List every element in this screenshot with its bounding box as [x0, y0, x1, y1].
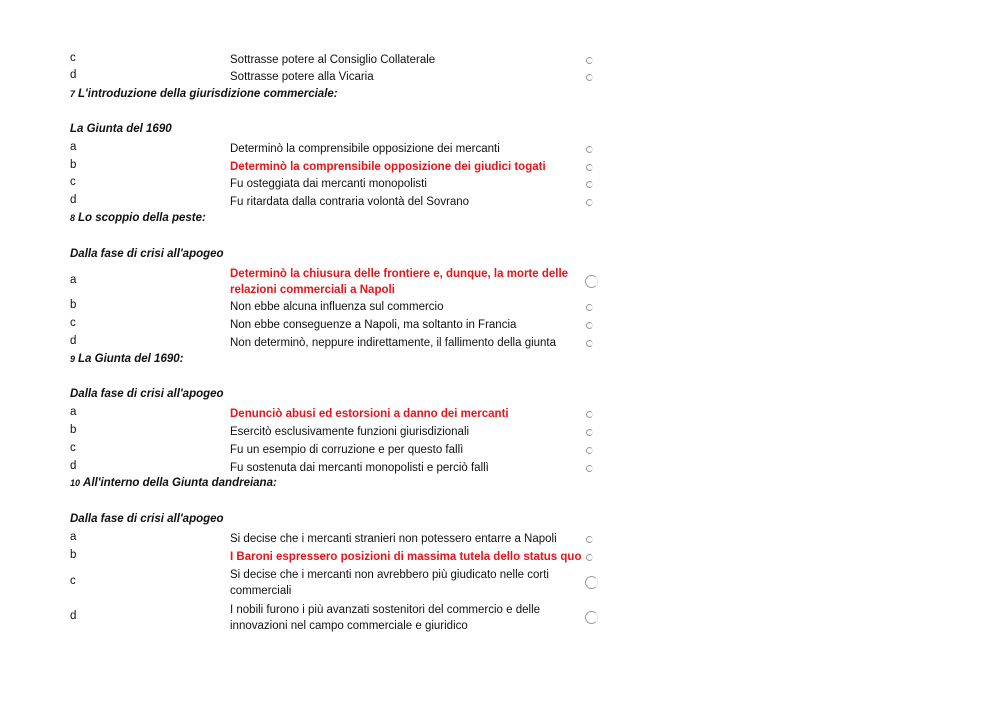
question-heading [70, 353, 183, 365]
question-number: 8 [70, 213, 76, 223]
radio-button[interactable] [585, 275, 598, 288]
question-number: 7 [70, 89, 76, 99]
radio-button[interactable] [586, 465, 593, 472]
option-letter: c [70, 575, 76, 587]
option-letter: c [70, 52, 76, 64]
question-heading [70, 88, 338, 100]
question-title: Lo scoppio della peste: [78, 212, 206, 224]
option-letter: b [70, 159, 77, 171]
option-letter: c [70, 317, 76, 329]
option-text: Fu ritardata dalla contraria volontà del Sovrano [230, 196, 470, 208]
radio-button[interactable] [586, 164, 593, 171]
question-heading [70, 212, 206, 224]
option-letter: a [70, 274, 77, 286]
option-text: Determinò la comprensibile opposizione dei mercanti [230, 143, 500, 155]
radio-button[interactable] [586, 554, 593, 561]
radio-button[interactable] [585, 576, 598, 589]
question-title: La Giunta del 1690: [78, 353, 184, 365]
option-letter: b [70, 424, 77, 436]
radio-button[interactable] [586, 57, 593, 64]
option-letter: d [70, 69, 77, 81]
option-text: Sottrasse potere al Consiglio Collaterale [230, 54, 436, 66]
option-letter: a [70, 141, 77, 153]
option-letter: c [70, 176, 76, 188]
radio-button[interactable] [586, 181, 593, 188]
section-label: Dalla fase di crisi all'apogeo [70, 248, 224, 260]
radio-button[interactable] [586, 429, 593, 436]
option-letter: d [70, 460, 77, 472]
option-letter: c [70, 442, 76, 454]
option-text: Si decise che i mercanti non avrebbero più giudicato nelle corti commerciali [230, 569, 549, 597]
radio-button[interactable] [586, 146, 593, 153]
option-text: Si decise che i mercanti stranieri non potessero entarre a Napoli [230, 533, 557, 545]
option-text: Fu un esempio di corruzione e per questo fallì [230, 444, 464, 456]
correct-option-text: I Baroni espressero posizioni di massima tutela dello status quo [230, 551, 582, 563]
option-letter: a [70, 406, 77, 418]
section-label: Dalla fase di crisi all'apogeo [70, 513, 224, 525]
question-heading [70, 477, 277, 489]
radio-button[interactable] [586, 74, 593, 81]
option-letter: d [70, 610, 77, 622]
option-letter: a [70, 531, 77, 543]
radio-button[interactable] [586, 199, 593, 206]
question-number: 9 [70, 354, 76, 364]
question-number: 10 [70, 478, 81, 488]
option-text: Non determinò, neppure indirettamente, il fallimento della giunta [230, 337, 557, 349]
radio-button[interactable] [586, 322, 593, 329]
radio-button[interactable] [586, 411, 593, 418]
question-title: All'interno della Giunta dandreiana: [83, 477, 277, 489]
option-text: Fu sostenuta dai mercanti monopolisti e perciò fallì [230, 462, 489, 474]
option-text: Non ebbe conseguenze a Napoli, ma soltanto in Francia [230, 319, 517, 331]
radio-button[interactable] [586, 304, 593, 311]
radio-button[interactable] [586, 447, 593, 454]
correct-option-text: Denunciò abusi ed estorsioni a danno dei mercanti [230, 408, 509, 420]
option-text: Sottrasse potere alla Vicaria [230, 71, 374, 83]
section-label: Dalla fase di crisi all'apogeo [70, 388, 224, 400]
question-title: L'introduzione della giurisdizione commerciale: [78, 88, 338, 100]
option-letter: b [70, 549, 77, 561]
option-text: Non ebbe alcuna influenza sul commercio [230, 301, 444, 313]
correct-option-text: Determinò la comprensibile opposizione dei giudici togati [230, 161, 546, 173]
correct-option-text: Determinò la chiusura delle frontiere e, dunque, la morte delle relazioni commerciali a Napoli [230, 268, 569, 296]
option-text: Fu osteggiata dai mercanti monopolisti [230, 178, 427, 190]
section-label: La Giunta del 1690 [70, 123, 172, 135]
option-letter: d [70, 335, 77, 347]
option-text: Esercitò esclusivamente funzioni giurisdizionali [230, 426, 470, 438]
radio-button[interactable] [586, 340, 593, 347]
radio-button[interactable] [585, 611, 598, 624]
option-letter: d [70, 194, 77, 206]
radio-button[interactable] [586, 536, 593, 543]
option-text: I nobili furono i più avanzati sostenitori del commercio e delle innovazioni nel campo commerciale e giuridico [230, 604, 541, 632]
option-letter: b [70, 299, 77, 311]
